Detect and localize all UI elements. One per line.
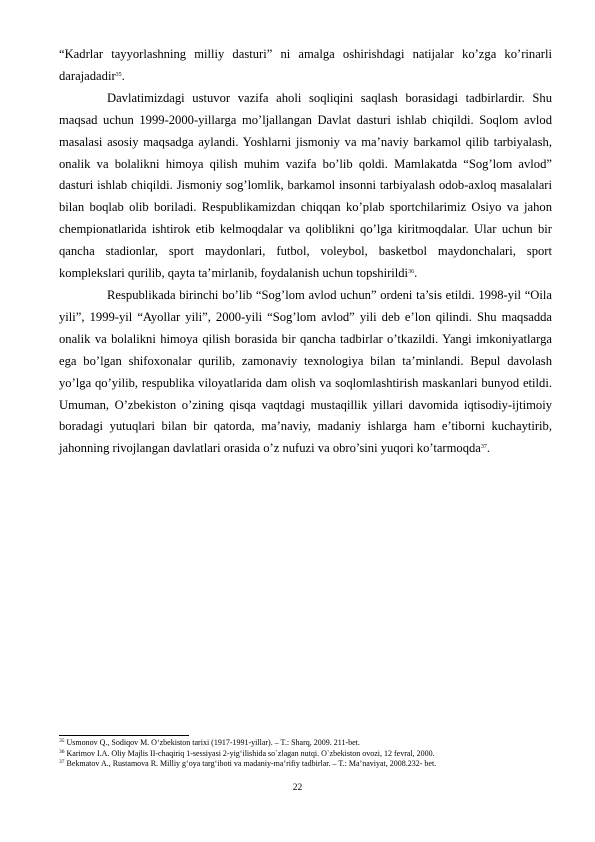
footnote-ref: 36 xyxy=(408,269,415,276)
paragraph: Respublikada birinchi bo’lib “Sog’lom avlod uchun” ordeni ta’sis etildi. 1998-yil “Oila yili”, 1999-yil “Ayollar yili”, 2000-yili “Sog’lom avlod” yili deb e’lon qilindi. Shu maqsadda onalik va bolalikni himoya qilish borasida bir qancha tadbirlar o’tkazildi. Yangi imkoniyatlarga ega bo’lgan shifoxonalar qurilib, zamonaviy texnologiya bilan ta’minlandi. Bepul davolash yo’lga qo’yilib, respublika viloyatlarida dam olish va soqlomlashtirish maskanlari bunyod etildi. Umuman, O’zbekiston o’zining qisqa vaqtdagi mustaqillik yillari davomida iqtisodiy-ijtimoiy boradagi yutuqlari bilan bir qatorda, ma’naviy, madaniy ishlarga ham e’tiborni kuchaytirib, jahonning rivojlangan davlatlari orasida o’z nufuzi va obro’sini yuqori ko’tarmoqda$^{37}$. xyxy=(59,287,552,456)
footnote xyxy=(59,749,559,760)
body-text xyxy=(59,44,552,460)
paragraph-text: Davlatimizdagi ustuvor vazifa aholi soqliqini saqlash borasidagi tadbirlardir. Shu maqsad uchun 1999-2000-yillarga mo’ljallangan Davlat dasturi ishlab chiqildi. Soqlom avlod masalasi asosiy maqsadga aylandi. Yoshlarni jismoniy va ma’naviy barkamol qilib tarbiyalash, onalik va bolalikni himoya qilish muhim vazifa bo’lib qoldi. Mamlakatda “Sog’lom avlod” dasturi ishlab chiqildi. Jismoniy sog’lomlik, barkamol insonni tarbiyalash odob-axloq masalalari bilan boqlab olib boriladi. Respublikamizdan chiqqan ko’plab sportchilarimiz Osiyo va jahon chempionatlarida ishtirok etib kelmoqdalar va qoliblikni qo’lga kiritmoqdalar. Ular uchun bir qancha stadionlar, sport maydonlari, futbol, voleybol, basketbol maydonchalari, sport komplekslari qurilib, qayta ta’mirlanib, foydalanish uchun topshirildi xyxy=(59,90,552,281)
footnote-number: 37 xyxy=(59,759,65,765)
paragraph-text: “Kadrlar tayyorlashning milliy dasturi” ni amalga oshirishdagi natijalar ko’zga ko’rinarli darajadadir xyxy=(59,47,552,83)
footnote-number: 36 xyxy=(59,748,65,755)
page-number: 22 xyxy=(292,783,303,793)
footnote-text: Bekmatov A., Rustamova R. Milliy g‘oya targ‘iboti va madaniy-ma’rifiy tadbirlar. – T.: Ma’naviyat, 2008.232- bet. xyxy=(66,759,437,768)
paragraph: “Kadrlar tayyorlashning milliy dasturi” ni amalga oshirishdagi natijalar ko’zga ko’rinarli darajadadir$^{35}$. xyxy=(59,47,552,83)
footnotes xyxy=(59,738,559,770)
footnote xyxy=(59,759,559,770)
footnote-divider xyxy=(59,735,189,736)
footnote-text: Usmonov Q., Sodiqov M. O‘zbekiston tarixi (1917-1991-yillar). – T.: Sharq, 2009. 211-bet. xyxy=(66,738,360,747)
paragraph: Davlatimizdagi ustuvor vazifa aholi soqliqini saqlash borasidagi tadbirlardir. Shu maqsad uchun 1999-2000-yillarga mo’ljallangan Davlat dasturi ishlab chiqildi. Soqlom avlod masalasi asosiy maqsadga aylandi. Yoshlarni jismoniy va ma’naviy barkamol qilib tarbiyalash, onalik va bolalikni himoya qilish muhim vazifa bo’lib qoldi. Mamlakatda “Sog’lom avlod” dasturi ishlab chiqildi. Jismoniy sog’lomlik, barkamol insonni tarbiyalash odob-axloq masalalari bilan boqlab olib boriladi. Respublikamizdan chiqqan ko’plab sportchilarimiz Osiyo va jahon chempionatlarida ishtirok etib kelmoqdalar va qoliblikni qo’lga kiritmoqdalar. Ular uchun bir qancha stadionlar, sport maydonlari, futbol, voleybol, basketbol maydonchalari, sport komplekslari qurilib, qayta ta’mirlanib, foydalanish uchun topshirildi$^{36}$. xyxy=(59,90,552,281)
footnote-text: Karimov I.A. Oliy Majlis II-chaqiriq 1-sessiyasi 2-yig‘ilishida so`zlagan nutqi. O`zbekiston ovozi, 12 fevral, 2000. xyxy=(66,748,435,758)
footnote xyxy=(59,738,559,749)
footnote-ref: 35 xyxy=(115,71,122,78)
paragraph-text: Respublikada birinchi bo’lib “Sog’lom avlod uchun” ordeni ta’sis etildi. 1998-yil “Oila yili”, 1999-yil “Ayollar yili”, 2000-yili “Sog’lom avlod” yili deb e’lon qilindi. Shu maqsadda onalik va bolalikni himoya qilish borasida bir qancha tadbirlar o’tkazildi. Yangi imkoniyatlarga ega bo’lgan shifoxonalar qurilib, zamonaviy texnologiya bilan ta’minlandi. Bepul davolash yo’lga qo’yilib, respublika viloyatlarida dam olish va soqlomlashtirish maskanlari bunyod etildi. Umuman, O’zbekiston o’zining qisqa vaqtdagi mustaqillik yillari davomida iqtisodiy-ijtimoiy boradagi yutuqlari bilan bir qatorda, ma’naviy, madaniy ishlarga ham e’tiborni kuchaytirib, jahonning rivojlangan davlatlari orasida o’z nufuzi va obro’sini yuqori ko’tarmoqda xyxy=(59,287,552,456)
footnote-number: 35 xyxy=(59,738,65,744)
footnote-ref: 37 xyxy=(480,444,487,451)
